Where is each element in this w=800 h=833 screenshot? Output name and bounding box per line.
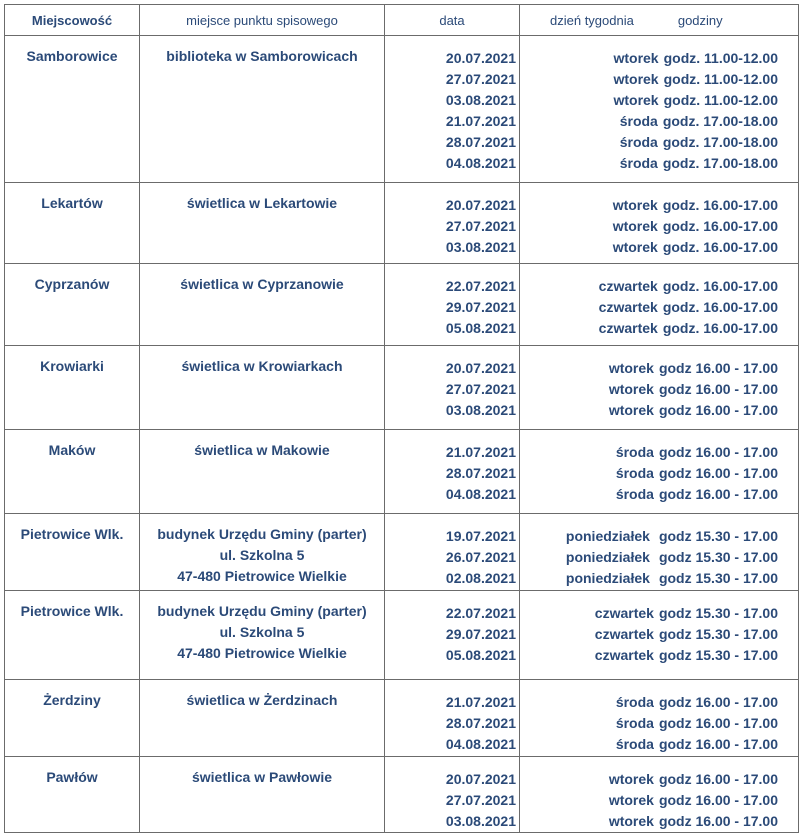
hours-value: godz 16.00 - 17.00: [658, 486, 778, 502]
town-cell: [5, 264, 140, 346]
table-row: [5, 264, 799, 346]
date-value: 21.07.2021: [445, 444, 516, 460]
day-hours-line: [520, 442, 778, 463]
place-cell-content: [140, 36, 384, 67]
day-hours-cell-content: [520, 591, 798, 666]
place-cell: [140, 757, 385, 833]
place-line: 47-480 Pietrowice Wielkie: [177, 568, 347, 584]
town-cell: [5, 430, 140, 514]
town-cell-content: [5, 430, 139, 461]
day-hours-cell: [520, 264, 799, 346]
date-value: 19.07.2021: [445, 528, 516, 544]
day-hours-cell: [520, 183, 799, 264]
place-cell-content: [140, 591, 384, 664]
place-line: świetlica w Lekartowie: [186, 195, 338, 211]
header-row: [5, 5, 799, 36]
place-line: świetlica w Żerdzinach: [186, 692, 338, 708]
place-line: biblioteka w Samborowicach: [166, 48, 358, 64]
date-cell: [385, 757, 520, 833]
town-cell: [5, 346, 140, 430]
weekday-value: wtorek: [612, 218, 658, 234]
weekday-value: środa: [619, 113, 658, 129]
town-name: Pawłów: [46, 769, 98, 785]
hours-value: godz 16.00 - 17.00: [658, 381, 778, 397]
date-value: 27.07.2021: [445, 218, 516, 234]
hours-value: godz. 16.00-17.00: [662, 197, 778, 213]
date-cell: [385, 514, 520, 591]
weekday-value: środa: [615, 486, 654, 502]
date-value: 29.07.2021: [445, 299, 516, 315]
day-hours-cell-content: [520, 264, 798, 339]
day-hours-cell-content: [520, 514, 798, 589]
hours-value: godz 15.30 - 17.00: [658, 549, 778, 565]
date-value: 03.08.2021: [445, 402, 516, 418]
header-town: Miejscowość: [5, 5, 140, 36]
town-name: Pietrowice Wlk.: [20, 526, 124, 542]
day-hours-cell-content: [520, 346, 798, 421]
date-value: 02.08.2021: [445, 570, 516, 586]
date-value: 27.07.2021: [445, 381, 516, 397]
hours-value: godz. 17.00-18.00: [662, 155, 778, 171]
weekday-value: poniedziałek: [565, 528, 650, 544]
date-value: 03.08.2021: [445, 813, 516, 829]
town-cell: [5, 36, 140, 183]
date-cell: [385, 591, 520, 680]
weekday-value: poniedziałek: [565, 570, 650, 586]
day-hours-line: [520, 276, 778, 297]
hours-value: godz 15.30 - 17.00: [658, 605, 778, 621]
date-value: 05.08.2021: [445, 320, 516, 336]
weekday-value: czwartek: [594, 605, 654, 621]
weekday-value: czwartek: [598, 320, 658, 336]
day-hours-line: [520, 318, 778, 339]
weekday-value: wtorek: [608, 792, 654, 808]
table-row: [5, 514, 799, 591]
hours-value: godz. 11.00-12.00: [663, 71, 778, 87]
weekday-value: środa: [619, 134, 658, 150]
weekday-value: wtorek: [608, 402, 654, 418]
date-value: 03.08.2021: [445, 239, 516, 255]
weekday-value: wtorek: [613, 92, 659, 108]
town-name: Maków: [48, 442, 96, 458]
day-hours-line: [520, 379, 778, 400]
place-cell: [140, 514, 385, 591]
day-hours-line: [520, 769, 778, 790]
hours-value: godz 16.00 - 17.00: [658, 736, 778, 752]
day-hours-line: [520, 547, 778, 568]
date-value: 04.08.2021: [445, 155, 516, 171]
hours-value: godz 16.00 - 17.00: [658, 402, 778, 418]
hours-value: godz 15.30 - 17.00: [658, 570, 778, 586]
day-hours-line: [520, 790, 778, 811]
town-cell-content: [5, 183, 139, 214]
hours-value: godz. 16.00-17.00: [662, 320, 778, 336]
day-hours-cell-content: [520, 757, 798, 832]
weekday-value: czwartek: [594, 626, 654, 642]
date-value: 26.07.2021: [445, 549, 516, 565]
town-cell: [5, 183, 140, 264]
date-cell: [385, 36, 520, 183]
day-hours-line: [520, 692, 778, 713]
header-day-hours: [520, 5, 799, 36]
table-header: [5, 5, 799, 36]
hours-value: godz 16.00 - 17.00: [658, 694, 778, 710]
header-hours: godziny: [677, 12, 723, 28]
town-cell-content: [5, 514, 139, 545]
date-value: 05.08.2021: [445, 647, 516, 663]
town-name: Lekartów: [41, 195, 103, 211]
place-cell-content: [140, 346, 384, 377]
weekday-value: środa: [615, 444, 654, 460]
town-name: Samborowice: [26, 48, 118, 64]
date-value: 20.07.2021: [445, 771, 516, 787]
day-hours-cell: [520, 430, 799, 514]
hours-value: godz 16.00 - 17.00: [658, 771, 778, 787]
weekday-value: wtorek: [613, 71, 659, 87]
day-hours-line: [520, 216, 778, 237]
place-line: ul. Szkolna 5: [219, 547, 305, 563]
date-cell-content: [385, 680, 519, 755]
weekday-value: wtorek: [608, 381, 654, 397]
date-cell-content: [385, 757, 519, 832]
date-cell-content: [385, 346, 519, 421]
weekday-value: wtorek: [612, 239, 658, 255]
day-hours-line: [520, 603, 778, 624]
place-line: 47-480 Pietrowice Wielkie: [177, 645, 347, 661]
day-hours-line: [520, 358, 778, 379]
date-cell-content: [385, 591, 519, 666]
day-hours-line: [520, 568, 778, 589]
town-cell-content: [5, 757, 139, 788]
hours-value: godz. 11.00-12.00: [663, 92, 778, 108]
weekday-value: środa: [615, 715, 654, 731]
day-hours-line: [520, 811, 778, 832]
day-hours-line: [520, 69, 778, 90]
date-value: 27.07.2021: [445, 792, 516, 808]
hours-value: godz. 16.00-17.00: [662, 278, 778, 294]
place-cell-content: [140, 430, 384, 461]
day-hours-cell: [520, 346, 799, 430]
date-value: 22.07.2021: [445, 605, 516, 621]
date-cell: [385, 346, 520, 430]
place-cell-content: [140, 757, 384, 788]
weekday-value: wtorek: [608, 360, 654, 376]
place-cell-content: [140, 264, 384, 295]
place-line: ul. Szkolna 5: [219, 624, 305, 640]
header-place: miejsce punktu spisowego: [140, 5, 385, 36]
date-value: 04.08.2021: [445, 736, 516, 752]
day-hours-cell: [520, 514, 799, 591]
weekday-value: czwartek: [598, 278, 658, 294]
date-value: 28.07.2021: [445, 134, 516, 150]
hours-value: godz 15.30 - 17.00: [658, 528, 778, 544]
hours-value: godz 16.00 - 17.00: [658, 360, 778, 376]
table-row: [5, 36, 799, 183]
date-value: 20.07.2021: [445, 360, 516, 376]
town-cell: [5, 514, 140, 591]
date-cell: [385, 430, 520, 514]
weekday-value: wtorek: [613, 50, 659, 66]
place-cell: [140, 36, 385, 183]
date-value: 28.07.2021: [445, 715, 516, 731]
day-hours-cell: [520, 591, 799, 680]
town-cell: [5, 757, 140, 833]
table-row: [5, 183, 799, 264]
date-value: 27.07.2021: [445, 71, 516, 87]
hours-value: godz. 16.00-17.00: [662, 239, 778, 255]
table-body: [5, 36, 799, 833]
day-hours-cell: [520, 757, 799, 833]
town-cell-content: [5, 346, 139, 377]
place-cell: [140, 430, 385, 514]
table-row: [5, 346, 799, 430]
place-cell: [140, 264, 385, 346]
date-value: 29.07.2021: [445, 626, 516, 642]
date-cell-content: [385, 264, 519, 339]
town-cell-content: [5, 264, 139, 295]
place-cell: [140, 346, 385, 430]
table-row: [5, 680, 799, 757]
day-hours-line: [520, 237, 778, 258]
hours-value: godz 15.30 - 17.00: [658, 647, 778, 663]
town-cell-content: [5, 36, 139, 67]
hours-value: godz 16.00 - 17.00: [658, 465, 778, 481]
day-hours-cell-content: [520, 183, 798, 258]
table-row: [5, 591, 799, 680]
day-hours-line: [520, 195, 778, 216]
date-value: 21.07.2021: [445, 694, 516, 710]
header-date: data: [385, 5, 520, 36]
day-hours-line: [520, 463, 778, 484]
day-hours-line: [520, 297, 778, 318]
date-cell: [385, 680, 520, 757]
date-cell-content: [385, 514, 519, 589]
day-hours-line: [520, 526, 778, 547]
weekday-value: czwartek: [594, 647, 654, 663]
hours-value: godz 16.00 - 17.00: [658, 792, 778, 808]
day-hours-line: [520, 624, 778, 645]
weekday-value: wtorek: [608, 771, 654, 787]
hours-value: godz. 17.00-18.00: [662, 113, 778, 129]
date-cell-content: [385, 36, 519, 174]
table-row: [5, 757, 799, 833]
day-hours-cell-content: [520, 36, 798, 174]
hours-value: godz 16.00 - 17.00: [658, 444, 778, 460]
day-hours-line: [520, 90, 778, 111]
date-value: 20.07.2021: [445, 50, 516, 66]
day-hours-cell-content: [520, 680, 798, 755]
place-line: świetlica w Cyprzanowie: [180, 276, 344, 292]
date-value: 21.07.2021: [445, 113, 516, 129]
town-name: Żerdziny: [43, 692, 101, 708]
town-name: Pietrowice Wlk.: [20, 603, 124, 619]
date-cell: [385, 264, 520, 346]
date-cell-content: [385, 183, 519, 258]
day-hours-line: [520, 484, 778, 505]
day-hours-line: [520, 132, 778, 153]
place-line: budynek Urzędu Gminy (parter): [157, 603, 367, 619]
date-value: 22.07.2021: [445, 278, 516, 294]
day-hours-line: [520, 645, 778, 666]
weekday-value: środa: [619, 155, 658, 171]
day-hours-line: [520, 734, 778, 755]
town-cell: [5, 680, 140, 757]
day-hours-line: [520, 111, 778, 132]
census-schedule-table: [4, 4, 799, 833]
place-line: świetlica w Krowiarkach: [181, 358, 343, 374]
hours-value: godz. 17.00-18.00: [662, 134, 778, 150]
date-value: 20.07.2021: [445, 197, 516, 213]
day-hours-line: [520, 400, 778, 421]
date-value: 04.08.2021: [445, 486, 516, 502]
town-cell: [5, 591, 140, 680]
place-cell: [140, 183, 385, 264]
weekday-value: wtorek: [608, 813, 654, 829]
day-hours-cell: [520, 36, 799, 183]
place-cell: [140, 591, 385, 680]
hours-value: godz. 11.00-12.00: [663, 50, 778, 66]
place-cell-content: [140, 183, 384, 214]
hours-value: godz 15.30 - 17.00: [658, 626, 778, 642]
header-day: dzień tygodnia: [550, 12, 634, 28]
hours-value: godz 16.00 - 17.00: [658, 813, 778, 829]
town-cell-content: [5, 680, 139, 711]
hours-value: godz. 16.00-17.00: [662, 299, 778, 315]
place-cell-content: [140, 514, 384, 587]
place-line: świetlica w Pawłowie: [191, 769, 333, 785]
weekday-value: wtorek: [612, 197, 658, 213]
day-hours-cell-content: [520, 430, 798, 505]
place-line: budynek Urzędu Gminy (parter): [157, 526, 367, 542]
weekday-value: środa: [615, 736, 654, 752]
hours-value: godz 16.00 - 17.00: [658, 715, 778, 731]
weekday-value: poniedziałek: [565, 549, 650, 565]
weekday-value: czwartek: [598, 299, 658, 315]
day-hours-line: [520, 713, 778, 734]
town-cell-content: [5, 591, 139, 622]
day-hours-cell: [520, 680, 799, 757]
date-cell-content: [385, 430, 519, 505]
town-name: Cyprzanów: [34, 276, 110, 292]
date-value: 03.08.2021: [445, 92, 516, 108]
hours-value: godz. 16.00-17.00: [662, 218, 778, 234]
date-cell: [385, 183, 520, 264]
table-row: [5, 430, 799, 514]
day-hours-line: [520, 153, 778, 174]
place-cell-content: [140, 680, 384, 711]
place-line: świetlica w Makowie: [194, 442, 330, 458]
place-cell: [140, 680, 385, 757]
town-name: Krowiarki: [40, 358, 104, 374]
day-hours-line: [520, 48, 778, 69]
date-value: 28.07.2021: [445, 465, 516, 481]
weekday-value: środa: [615, 465, 654, 481]
weekday-value: środa: [615, 694, 654, 710]
